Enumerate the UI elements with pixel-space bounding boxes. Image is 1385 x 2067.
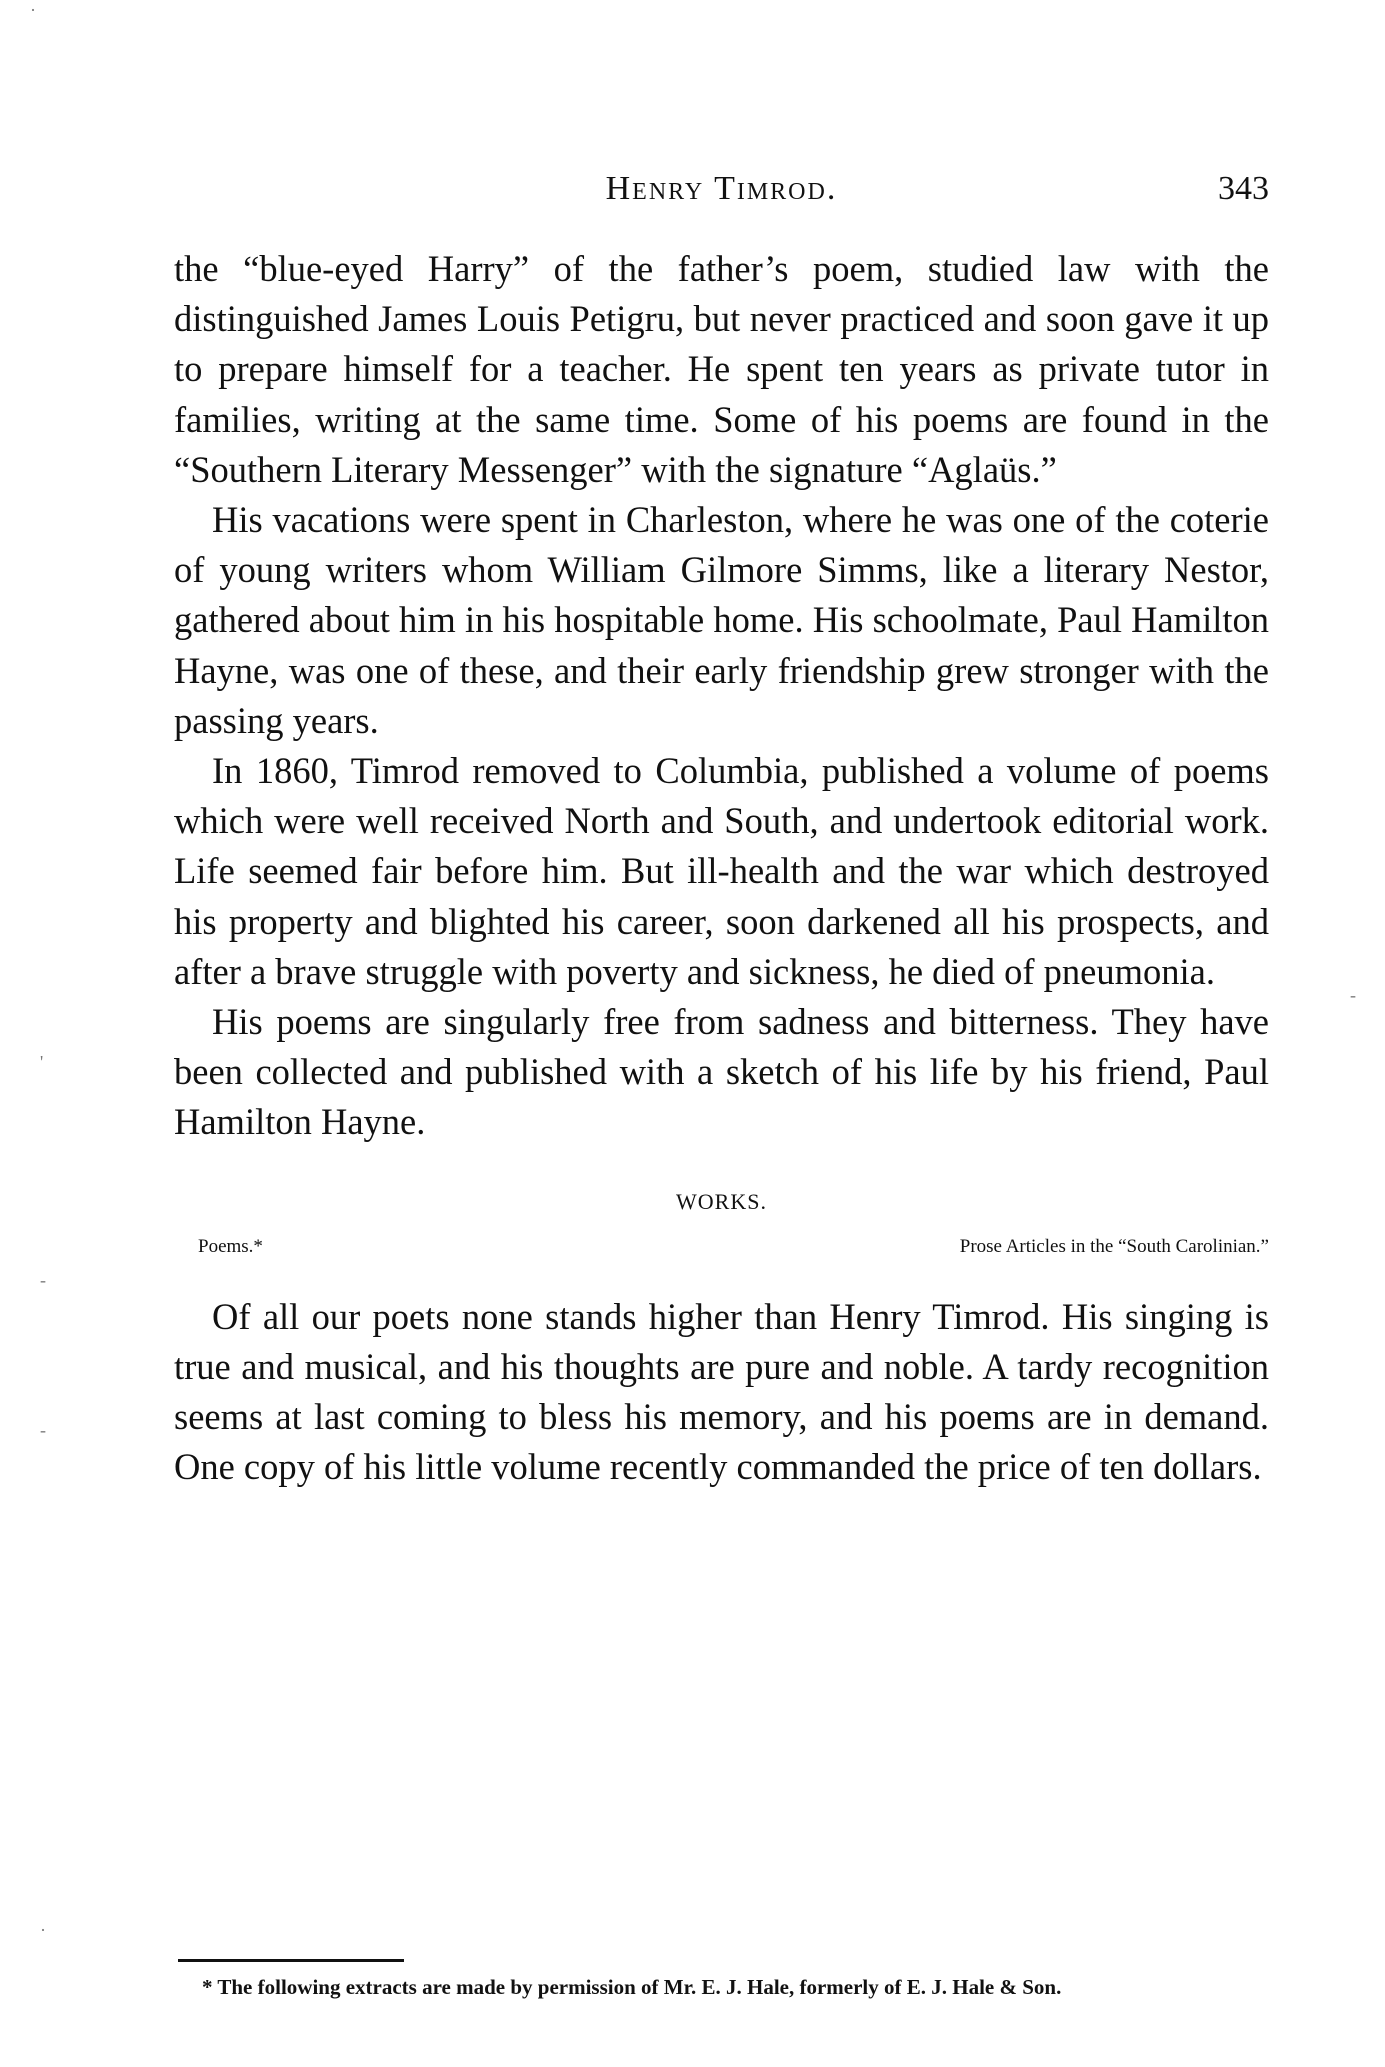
paragraph-3: In 1860, Timrod removed to Columbia, published a volume of poems which were well received North and South, and undertook editorial work. Life seemed fair before him. But ill-health and the war which destroyed his property and blighted his career, soon darkened all his prospects, and after a brave struggle with poverty and sickness, he died of pneumonia. [174,750,1269,992]
scan-speck: · [30,0,36,20]
scan-speck: · [40,1920,46,1940]
scan-speck: - [1350,985,1356,1005]
works-list [174,1232,1269,1262]
scan-speck: ' [40,1052,44,1072]
works-item-prose-articles: Prose Articles in the “South Carolinian.” [959,1235,1269,1257]
works-item-poems: Poems.* [198,1235,263,1257]
scan-speck: - [40,1420,46,1440]
paragraph-2: His vacations were spent in Charleston, where he was one of the coterie of young writers whom William Gilmore Simms, like a literary Nestor, gathered about him in his hospitable home. His schoolmate, Paul Hamilton Hayne, was one of these, and their early friendship grew stronger with the passing years. [174,499,1269,741]
closing-paragraph: Of all our poets none stands higher than Henry Timrod. His singing is true and musical, and his thoughts are pure and noble. A tardy recognition seems at last coming to bless his memory, and his poems are in demand. One copy of his little volume recently commanded the price of ten dollars. [174,1295,1269,1488]
paragraph-1: the “blue-eyed Harry” of the father’s poem, studied law with the distinguished James Louis Petigru, but never practiced and soon gave it up to prepare himself for a teacher. He spent ten years as private tutor in families, writing at the same time. Some of his poems are found in the “Southern Literary Messenger” with the signature “Aglaüs.” [174,248,1269,490]
paragraph-4: His poems are singularly free from sadness and bitterness. They have been collected and published with a sketch of his life by his friend, Paul Hamilton Hayne. [174,1001,1269,1143]
footnote-divider [178,1959,404,1962]
footnote: * The following extracts are made by permission of Mr. E. J. Hale, formerly of E. J. Hale & Son. [202,1975,1062,1999]
running-head [174,170,1269,214]
running-head-title: Henry Timrod. [605,170,838,207]
body-text [174,244,1269,1492]
page-number: 343 [1218,170,1269,207]
scan-speck: - [40,1270,46,1290]
works-heading: WORKS. [676,1188,767,1214]
